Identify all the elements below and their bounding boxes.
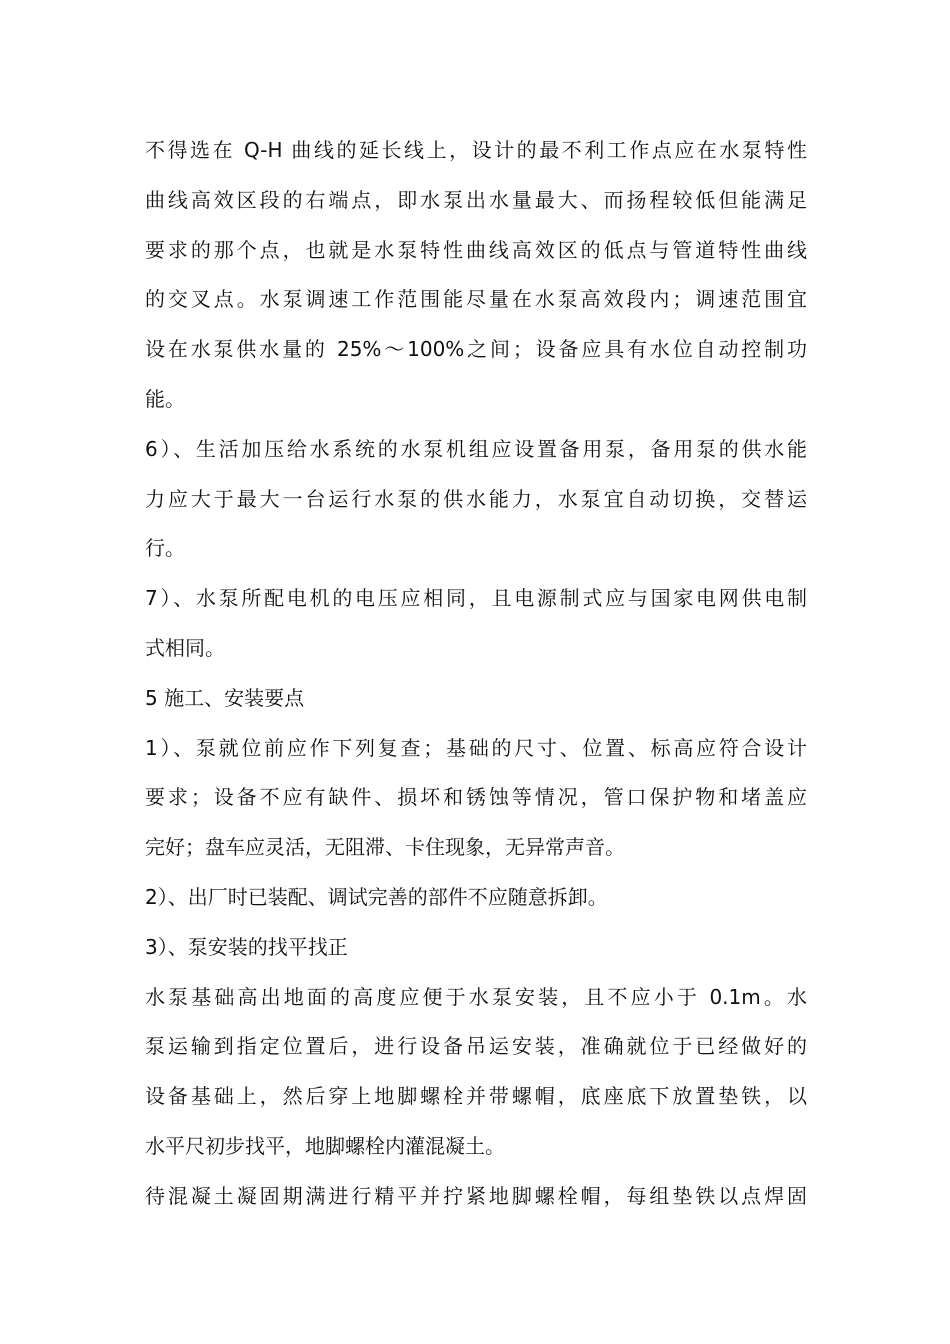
text-line: 水平尺初步找平，地脚螺栓内灌混凝土。 (145, 1133, 505, 1158)
list-item-6: 6）、生活加压给水系统的水泵机组应设置备用泵，备用泵的供水能 (145, 436, 807, 461)
text-line: 行。 (145, 536, 185, 561)
text-line: 曲线高效区段的右端点，即水泵出水量最大、而扬程较低但能满足 (145, 187, 807, 212)
text-line: 完好；盘车应灵活，无阻滞、卡住现象，无异常声音。 (145, 835, 625, 860)
text-line: 式相同。 (145, 635, 225, 660)
document-body (145, 134, 807, 1230)
list-item-1: 1）、泵就位前应作下列复查；基础的尺寸、位置、标高应符合设计 (145, 735, 807, 760)
section-heading: 5 施工、安装要点 (145, 685, 305, 710)
text-line: 设在水泵供水量的 25%～100%之间；设备应具有水位自动控制功 (145, 337, 807, 362)
text-line: 设备基础上，然后穿上地脚螺栓并带螺帽，底座底下放置垫铁，以 (145, 1084, 807, 1109)
list-item-3: 3）、泵安装的找平找正 (145, 934, 348, 959)
text-line: 泵运输到指定位置后，进行设备吊运安装，准确就位于已经做好的 (145, 1034, 807, 1059)
list-item-2: 2）、出厂时已装配、调试完善的部件不应随意拆卸。 (145, 884, 608, 909)
text-line: 不得选在 Q-H 曲线的延长线上，设计的最不利工作点应在水泵特性 (145, 138, 807, 162)
text-line: 要求的那个点，也就是水泵特性曲线高效区的低点与管道特性曲线 (145, 237, 807, 262)
text-line: 力应大于最大一台运行水泵的供水能力，水泵宜自动切换，交替运 (145, 486, 807, 511)
text-line: 能。 (145, 386, 185, 411)
text-line: 要求；设备不应有缺件、损坏和锈蚀等情况，管口保护物和堵盖应 (145, 785, 807, 810)
text-line: 的交叉点。水泵调速工作范围能尽量在水泵高效段内；调速范围宜 (145, 287, 807, 312)
list-item-7: 7）、水泵所配电机的电压应相同，且电源制式应与国家电网供电制 (145, 586, 807, 611)
text-line: 水泵基础高出地面的高度应便于水泵安装，且不应小于 0.1m。水 (145, 984, 807, 1009)
text-line: 待混凝土凝固期满进行精平并拧紧地脚螺栓帽，每组垫铁以点焊固 (145, 1183, 807, 1208)
